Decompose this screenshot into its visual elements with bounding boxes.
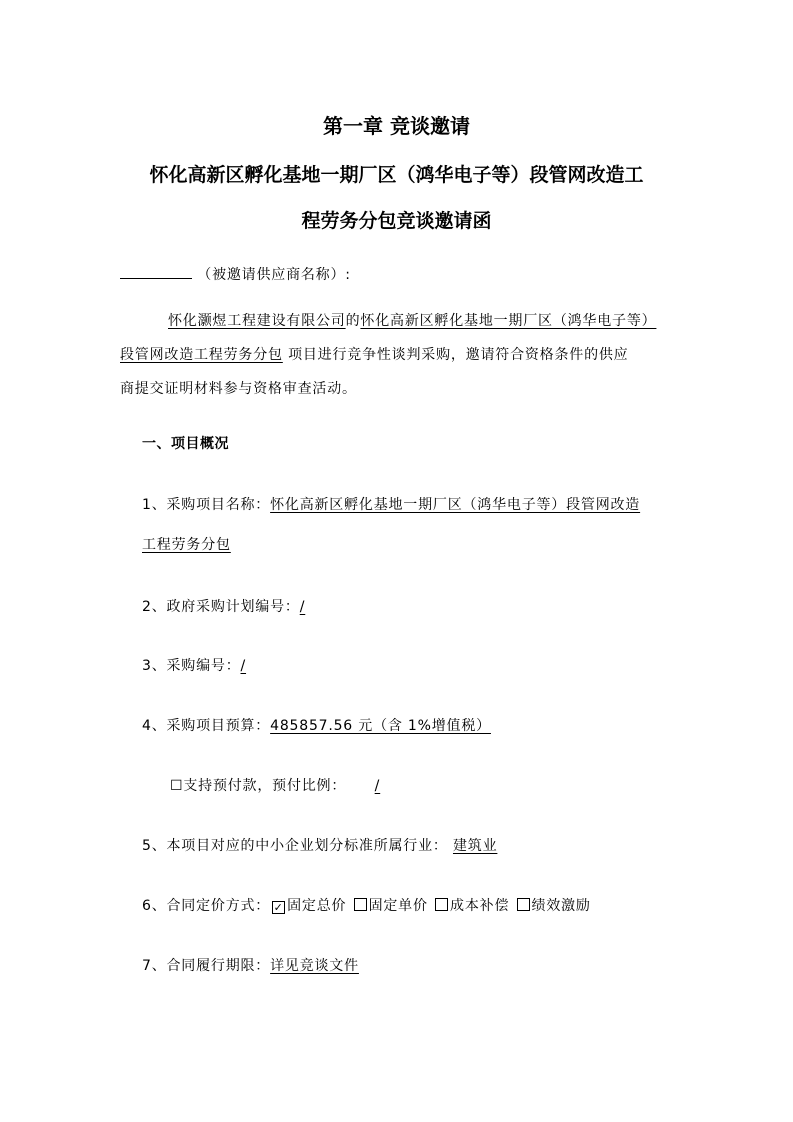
item-5-value: 建筑业: [452, 838, 498, 854]
item-6-label: 6、合同定价方式：: [142, 898, 271, 914]
item-5: [142, 835, 497, 855]
unchecked-box-icon[interactable]: [435, 898, 448, 911]
intro-de: 的: [345, 313, 361, 329]
pricing-option-fixed-total: 固定总价: [287, 898, 347, 914]
doc-title-line1: 怀化高新区孵化基地一期厂区（鸿华电子等）段管网改造工: [149, 164, 644, 186]
item-4: [142, 715, 491, 735]
chapter-heading: 第一章 竞谈邀请: [323, 114, 470, 138]
item-1-line1: [142, 494, 640, 514]
item-1-label: 1、采购项目名称：: [142, 497, 271, 513]
section-heading-overview: 一、项目概况: [142, 436, 229, 452]
salutation-text: （被邀请供应商名称）:: [197, 267, 351, 283]
doc-title-line2: 程劳务分包竞谈邀请函: [301, 210, 492, 232]
project-name-part2: 段管网改造工程劳务分包: [120, 347, 283, 363]
item-1-line2: [142, 534, 231, 554]
pricing-option-performance-incentive: 绩效激励: [531, 898, 591, 914]
intro-line1: [168, 310, 656, 330]
item-3: [142, 655, 246, 675]
pricing-option-cost-reimbursement: 成本补偿: [450, 898, 510, 914]
item-6: [142, 895, 591, 915]
prepayment-label: 支持预付款，预付比例：: [183, 778, 347, 794]
unchecked-box-icon[interactable]: [354, 898, 367, 911]
item-1-value-part1: 怀化高新区孵化基地一期厂区（鸿华电子等）段管网改造: [270, 497, 641, 513]
item-4-value: 485857.56 元（含 1%增值税）: [270, 718, 491, 734]
item-2: [142, 596, 305, 616]
unchecked-box-icon[interactable]: [517, 898, 530, 911]
project-name-part1: 怀化高新区孵化基地一期厂区（鸿华电子等）: [360, 313, 657, 329]
item-2-value: /: [299, 599, 306, 615]
prepayment-ratio-value: /: [374, 778, 381, 794]
prepayment-line: [170, 775, 403, 795]
checked-box-icon[interactable]: ✓: [273, 901, 284, 914]
item-3-label: 3、采购编号：: [142, 658, 241, 674]
item-7-label: 7、合同履行期限：: [142, 958, 271, 974]
intro-line2: [120, 344, 628, 364]
item-3-value: /: [240, 658, 247, 674]
item-2-label: 2、政府采购计划编号：: [142, 599, 300, 615]
item-5-label: 5、本项目对应的中小企业划分标准所属行业：: [142, 838, 448, 854]
company-name: 怀化灏煜工程建设有限公司: [168, 313, 346, 329]
invitee-name-blank: [120, 264, 192, 279]
item-4-label: 4、采购项目预算：: [142, 718, 271, 734]
intro-rest: 项目进行竞争性谈判采购，邀请符合资格条件的供应: [288, 347, 629, 363]
item-1-value-part2: 工程劳务分包: [142, 537, 231, 553]
prepayment-checkbox-icon[interactable]: ☐: [170, 778, 184, 794]
item-7: [142, 955, 359, 975]
salutation-line: [120, 264, 351, 284]
item-7-value: 详见竞谈文件: [270, 958, 359, 974]
pricing-option-fixed-unit: 固定单价: [368, 898, 428, 914]
intro-line3: 商提交证明材料参与资格审查活动。: [120, 381, 357, 397]
